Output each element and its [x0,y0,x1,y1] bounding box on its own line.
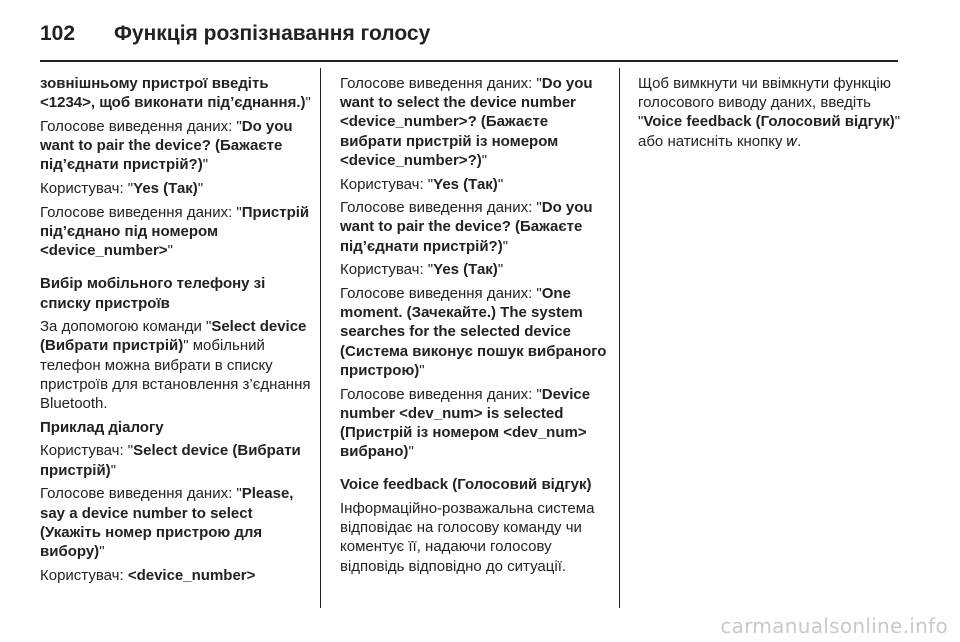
page-header [40,18,900,58]
column-3 [638,74,910,155]
paragraph: Голосове виведення даних: "Do you want to pair the device? (Бажаєте під’єднати пристрій?)" [40,117,293,174]
page-title: Функція розпізнавання голосу [114,22,431,45]
paragraph: Щоб вимкнути чи ввімкнути функцію голосового виводу даних, введіть "Voice feedback (Голосовий відгук)" або натисніть кнопку 𝑤. [638,75,901,150]
column-divider-2 [619,68,620,608]
page-number: 102 [40,22,76,45]
paragraph: Голосове виведення даних: "Пристрій під’єднано під номером <device_number>" [40,203,310,260]
paragraph: Користувач: <device_number> [40,566,256,584]
paragraph: Користувач: "Select device (Вибрати пристрій)" [40,442,301,479]
paragraph: Користувач: "Yes (Так)" [40,180,204,198]
section-heading: Вибір мобільного телефону зі списку пристроїв [40,275,266,312]
section-heading: Приклад діалогу [40,418,164,436]
voice-command-icon: 𝑤 [786,132,798,150]
paragraph: За допомогою команди "Select device (Вибрати пристрій)" мобільний телефон можна вибрати в списку пристроїв для встановлення з’єднання Bluetooth. [40,318,311,413]
section-heading: Voice feedback (Голосовий відгук) [340,476,592,494]
paragraph: Голосове виведення даних: "Please, say a device number to select (Укажіть номер пристрою для вибору)" [40,485,294,560]
paragraph: зовнішньому пристрої введіть <1234>, щоб виконати під’єднання.)" [40,75,311,112]
paragraph: Користувач: "Yes (Так)" [340,175,504,193]
paragraph: Голосове виведення даних: "One moment. (Зачекайте.) The system searches for the selected device (Система виконує пошук вибраного пристрою)" [340,285,607,379]
column-1 [40,74,312,589]
paragraph: Інформаційно-розважальна система відповідає на голосову команду чи коментує її, надаючи голосову відповідь відповідно до ситуації. [340,500,595,575]
header-rule [40,60,898,62]
paragraph: Голосове виведення даних: "Do you want to select the device number <device_number>? (Бажаєте вибрати пристрій із номером <device_number>?)" [340,75,593,169]
paragraph: Користувач: "Yes (Так)" [340,261,504,279]
column-divider-1 [320,68,321,608]
column-2 [340,74,612,580]
paragraph: Голосове виведення даних: "Device number <dev_num> is selected (Пристрій із номером <dev_num> вибрано)" [340,385,591,461]
paragraph: Голосове виведення даних: "Do you want to pair the device? (Бажаєте під’єднати пристрій?)" [340,199,593,255]
watermark: carmanualsonline.info [720,614,948,638]
